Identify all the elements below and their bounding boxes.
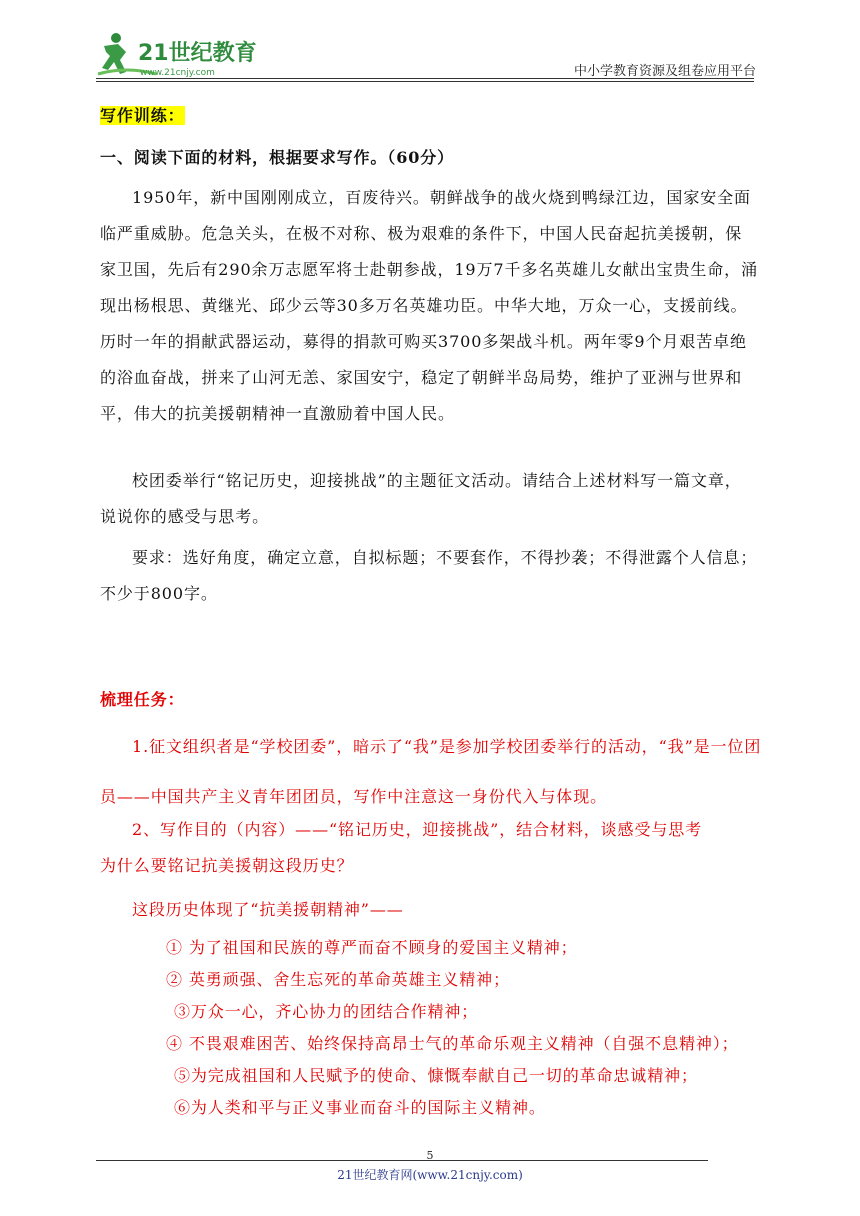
point1-line: 1.征文组织者是“学校团委”，暗示了“我”是参加学校团委举行的活动，“我”是一位团 xyxy=(132,737,762,756)
spirit-item: ⑤为完成祖国和人民赋予的使命、慷慨奉献自己一切的革命忠诚精神； xyxy=(174,1066,698,1085)
requirement-line: 不少于800字。 xyxy=(100,584,218,603)
writing-title xyxy=(100,98,765,134)
sorting-why: 为什么要铭记抗美援朝这段历史？ xyxy=(100,856,354,875)
material-line: 家卫国，先后有290余万志愿军将士赴朝参战，19万7千多名英雄儿女献出宝贵生命，涌 xyxy=(100,260,758,279)
material-line: 临严重威胁。危急关头，在极不对称、极为艰难的条件下，中国人民奋起抗美援朝，保 xyxy=(100,224,743,243)
material-line: 历时一年的捐献武器运动，募得的捐款可购买3700多架战斗机。两年零9个月艰苦卓绝 xyxy=(100,332,747,351)
question-heading: 一、阅读下面的材料，根据要求写作。（60分） xyxy=(100,148,455,167)
material-line: 现出杨根思、黄继光、邱少云等30多万名英雄功臣。中华大地，万众一心，支援前线。 xyxy=(100,296,748,315)
requirement-line: 要求：选好角度，确定立意，自拟标题；不要套作，不得抄袭；不得泄露个人信息； xyxy=(132,548,758,567)
spirit-item: ⑥为人类和平与正义事业而奋斗的国际主义精神。 xyxy=(174,1098,546,1117)
material-line: 平，伟大的抗美援朝精神一直激励着中国人民。 xyxy=(100,404,455,423)
footer-site-link[interactable]: 21世纪教育网(www.21cnjy.com) xyxy=(337,1168,523,1182)
logo-text: 21世纪教育 xyxy=(138,41,257,66)
spirit-item: ① 为了祖国和民族的尊严而奋不顾身的爱国主义精神； xyxy=(166,938,578,957)
site-logo xyxy=(96,30,266,82)
sorting-point-1 xyxy=(100,722,765,822)
header-rule xyxy=(96,78,754,79)
material-line: 1950年，新中国刚刚成立，百废待兴。朝鲜战争的战火烧到鸭绿江边，国家安全面 xyxy=(132,188,751,207)
spirit-item: ③万众一心，齐心协力的团结合作精神； xyxy=(174,1002,479,1021)
spirit-item: ② 英勇顽强、舍生忘死的革命英雄主义精神； xyxy=(166,970,510,989)
logo-url: www.21cnjy.com xyxy=(140,68,215,78)
writing-title-text: 写作训练： xyxy=(100,106,185,125)
task-line: 说说你的感受与思考。 xyxy=(100,507,270,526)
spirit-intro: 这段历史体现了“抗美援朝精神”—— xyxy=(132,900,404,919)
material-line: 的浴血奋战，拼来了山河无恙、家国安宁，稳定了朝鲜半岛局势，维护了亚洲与世界和 xyxy=(100,368,743,387)
sorting-point-2: 2、写作目的（内容）——“铭记历史，迎接挑战”，结合材料，谈感受与思考 xyxy=(132,820,703,839)
page-number: 5 xyxy=(426,1149,434,1162)
task-line: 校团委举行“铭记历史，迎接挑战”的主题征文活动。请结合上述材料写一篇文章， xyxy=(132,471,742,490)
spirit-item: ④ 不畏艰难困苦、始终保持高昂士气的革命乐观主义精神（自强不息精神）； xyxy=(166,1034,739,1053)
header-tagline: 中小学教育资源及组卷应用平台 xyxy=(573,64,756,79)
material-paragraph xyxy=(100,180,765,432)
requirement-paragraph xyxy=(100,540,765,612)
sorting-title: 梳理任务： xyxy=(100,690,185,709)
task-paragraph xyxy=(100,463,765,535)
point1-line: 员——中国共产主义青年团团员，写作中注意这一身份代入与体现。 xyxy=(100,787,608,806)
header-rule-second xyxy=(96,81,754,82)
footer-rule xyxy=(96,1160,708,1161)
spirit-list xyxy=(166,932,766,1124)
